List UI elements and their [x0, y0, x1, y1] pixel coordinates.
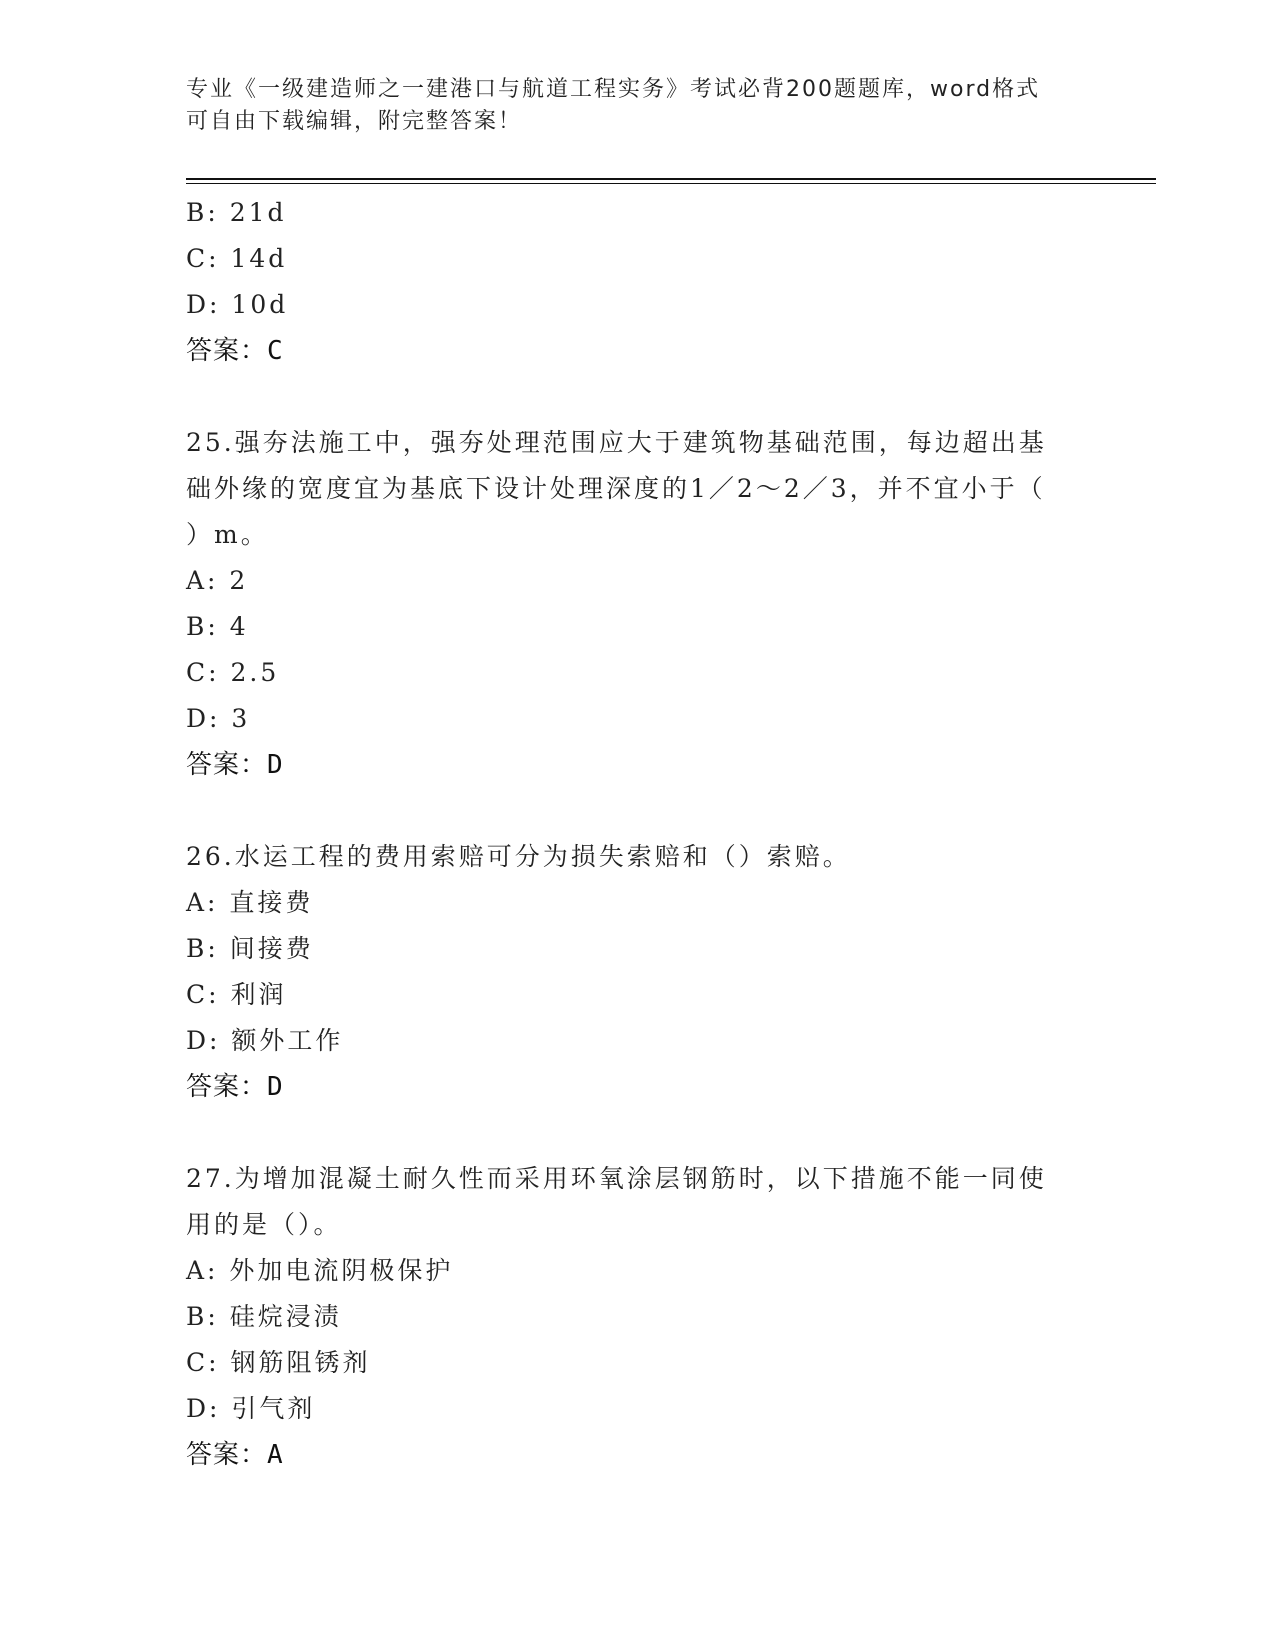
- stem-line: 26.水运工程的费用索赔可分为损失索赔和（）索赔。: [186, 842, 851, 871]
- option-c: C: 2.5: [186, 658, 280, 687]
- stem-line: ）m。: [186, 520, 269, 549]
- option-d: D: 10d: [186, 290, 289, 319]
- option-c: C: 钢筋阻锈剂: [186, 1348, 371, 1377]
- question-stem: [186, 834, 1086, 880]
- answer-label: 答案：C: [186, 336, 284, 366]
- question-27: [186, 1156, 1086, 1478]
- spacer: [186, 374, 1086, 420]
- question-24-continued: [186, 190, 1086, 374]
- answer-label: 答案：A: [186, 1440, 284, 1470]
- question-list: [186, 190, 1086, 1478]
- spacer: [186, 788, 1086, 834]
- document-header: [186, 74, 1086, 138]
- option-b: B: 间接费: [186, 934, 314, 963]
- stem-line: 用的是（）。: [186, 1210, 342, 1239]
- option-d: D: 3: [186, 704, 251, 733]
- option-c: C: 14d: [186, 244, 288, 273]
- spacer: [186, 1110, 1086, 1156]
- answer-label: 答案：D: [186, 750, 284, 780]
- option-b: B: 硅烷浸渍: [186, 1302, 342, 1331]
- option-a: A: 直接费: [186, 888, 314, 917]
- option-a: A: 2: [186, 566, 249, 595]
- question-stem: [186, 420, 1086, 558]
- header-line-2: 可自由下载编辑，附完整答案！: [186, 109, 523, 134]
- option-b: B: 21d: [186, 198, 287, 227]
- stem-line: 25.强夯法施工中，强夯处理范围应大于建筑物基础范围，每边超出基: [186, 428, 1047, 457]
- header-line-1: 专业《一级建造师之一建港口与航道工程实务》考试必背200题题库，word格式: [186, 77, 1041, 102]
- question-26: [186, 834, 1086, 1110]
- stem-line: 础外缘的宽度宜为基底下设计处理深度的1／2～2／3，并不宜小于（: [186, 474, 1046, 503]
- question-stem: [186, 1156, 1086, 1248]
- answer-label: 答案：D: [186, 1072, 284, 1102]
- question-25: [186, 420, 1086, 788]
- header-divider-thick: [186, 178, 1156, 180]
- header-divider-thin: [186, 183, 1156, 184]
- option-d: D: 额外工作: [186, 1026, 344, 1055]
- option-c: C: 利润: [186, 980, 287, 1009]
- stem-line: 27.为增加混凝土耐久性而采用环氧涂层钢筋时，以下措施不能一同使: [186, 1164, 1047, 1193]
- option-a: A: 外加电流阴极保护: [186, 1256, 454, 1285]
- option-b: B: 4: [186, 612, 249, 641]
- option-d: D: 引气剂: [186, 1394, 316, 1423]
